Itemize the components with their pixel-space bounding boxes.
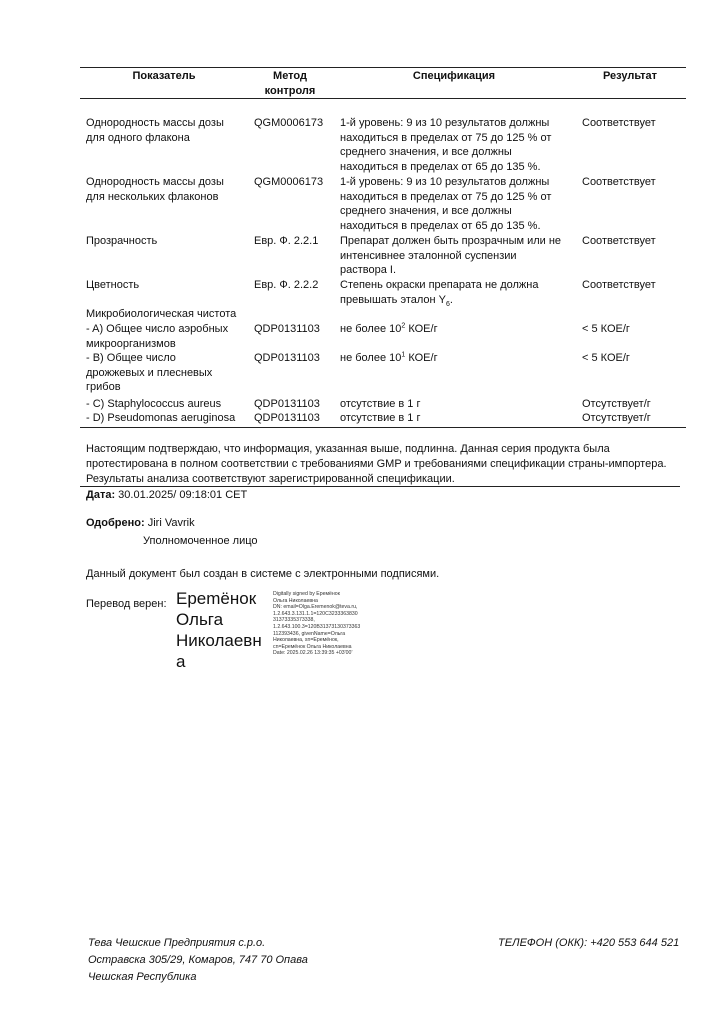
- footer-country: Чешская Республика: [88, 971, 197, 983]
- row-param: Однородность массы дозы для нескольких флаконов: [86, 176, 224, 203]
- row-spec: не более $10^2$ КОЕ/г: [340, 322, 438, 335]
- micro-section-title: Микробиологическая чистота: [86, 308, 237, 320]
- footer-phone: ТЕЛЕФОН (ОКК): +420 553 644 521: [498, 937, 680, 949]
- translation-label: Перевод верен:: [86, 598, 167, 610]
- certification-statement: Настоящим подтверждаю, что информация, указанная выше, подлинна. Данная серия продукта была протестирована в полном соответствии с требованиями GMP и требованиями спецификации страны-импортера. Результаты анализа соответствуют зарегистрированной спецификации.: [86, 443, 667, 485]
- header-method: [250, 69, 330, 99]
- row-method: QDP0131103: [254, 412, 320, 424]
- date-line: Дата: 30.01.2025/ 09:18:01 CET: [86, 489, 248, 501]
- e-sign-note: Данный документ был создан в системе с электронными подписями.: [86, 568, 440, 580]
- approved-role: Уполномоченное лицо: [143, 535, 258, 547]
- row-spec: 1-й уровень: 9 из 10 результатов должны находиться в пределах от 75 до 125 % от среднего значения, и все должны находиться в пределах от 65 до 135 %.: [340, 176, 552, 232]
- row-spec: отсутствие в 1 г: [340, 412, 421, 424]
- row-method: QDP0131103: [254, 352, 320, 364]
- row-spec: Степень окраски препарата не должна превышать эталон $Y_6$.: [340, 279, 539, 308]
- row-result: < 5 КОЕ/г: [582, 352, 630, 364]
- translator-signature-name: Ерemёнок Ольга Николаевн а: [176, 589, 262, 671]
- row-spec: не более $10^1$ КОЕ/г: [340, 351, 438, 364]
- header-result: Результат: [602, 70, 658, 82]
- row-param: - B) Общее число дрожжевых и плесневых грибов: [86, 352, 213, 394]
- table-top-rule: [80, 67, 686, 68]
- row-method: Евр. Ф. 2.2.1: [254, 235, 319, 247]
- row-result: Отсутствует/г: [582, 398, 651, 410]
- header-method-line2: контроля: [264, 85, 316, 97]
- row-spec: отсутствие в 1 г: [340, 398, 421, 410]
- header-method-line1: Метод: [273, 70, 307, 82]
- row-spec: Препарат должен быть прозрачным или не интенсивнее эталонной суспензии раствора I.: [340, 235, 562, 277]
- row-method: QDP0131103: [254, 323, 320, 335]
- row-param: - D) Pseudomonas aeruginosa: [86, 412, 236, 424]
- row-param: - A) Общее число аэробных микроорганизмов: [86, 323, 229, 350]
- row-method: QDP0131103: [254, 398, 320, 410]
- row-param: Однородность массы дозы для одного флакона: [86, 117, 224, 144]
- row-result: Соответствует: [582, 117, 656, 129]
- table-header-rule: [80, 98, 686, 99]
- digital-signature-details: Digitally signed by Еремёнок Ольга Николаевна DN: email=Olga.Eremenok@teva.ru, 1.2.643.3.131.1.1=120C3233363830 31373335373338, 1.2.643.100.3=120B31373130373363 112393436, givenName=Ольга Николаевна, sn=Еремёнок, cn=Еремёнок Ольга Николаевна Date: 2025.02.26 13:39:35 +03'00': [273, 591, 361, 657]
- row-param: Прозрачность: [86, 235, 158, 247]
- header-param: Показатель: [132, 70, 196, 82]
- footer-company-block: [88, 935, 308, 986]
- footer-company: Тева Чешские Предприятия с.р.о.: [88, 937, 266, 949]
- row-result: Отсутствует/г: [582, 412, 651, 424]
- row-result: Соответствует: [582, 235, 656, 247]
- row-spec: 1-й уровень: 9 из 10 результатов должны находиться в пределах от 75 до 125 % от среднего значения, и все должны находиться в пределах от 65 до 135 %.: [340, 117, 552, 173]
- row-result: Соответствует: [582, 279, 656, 291]
- row-param: Цветность: [86, 279, 140, 291]
- table-bottom-rule: [80, 427, 686, 428]
- row-method: Евр. Ф. 2.2.2: [254, 279, 319, 291]
- row-param: - C) Staphylococcus aureus: [86, 398, 222, 410]
- approved-line: Одобрено: Jiri Vavrik: [86, 517, 195, 529]
- header-spec: Спецификация: [412, 70, 496, 82]
- row-method: QGM0006173: [254, 117, 324, 129]
- row-result: < 5 КОЕ/г: [582, 323, 630, 335]
- row-result: Соответствует: [582, 176, 656, 188]
- footer-address: Остравска 305/29, Комаров, 747 70 Опава: [88, 954, 308, 966]
- row-method: QGM0006173: [254, 176, 324, 188]
- statement-bottom-rule: [80, 486, 680, 487]
